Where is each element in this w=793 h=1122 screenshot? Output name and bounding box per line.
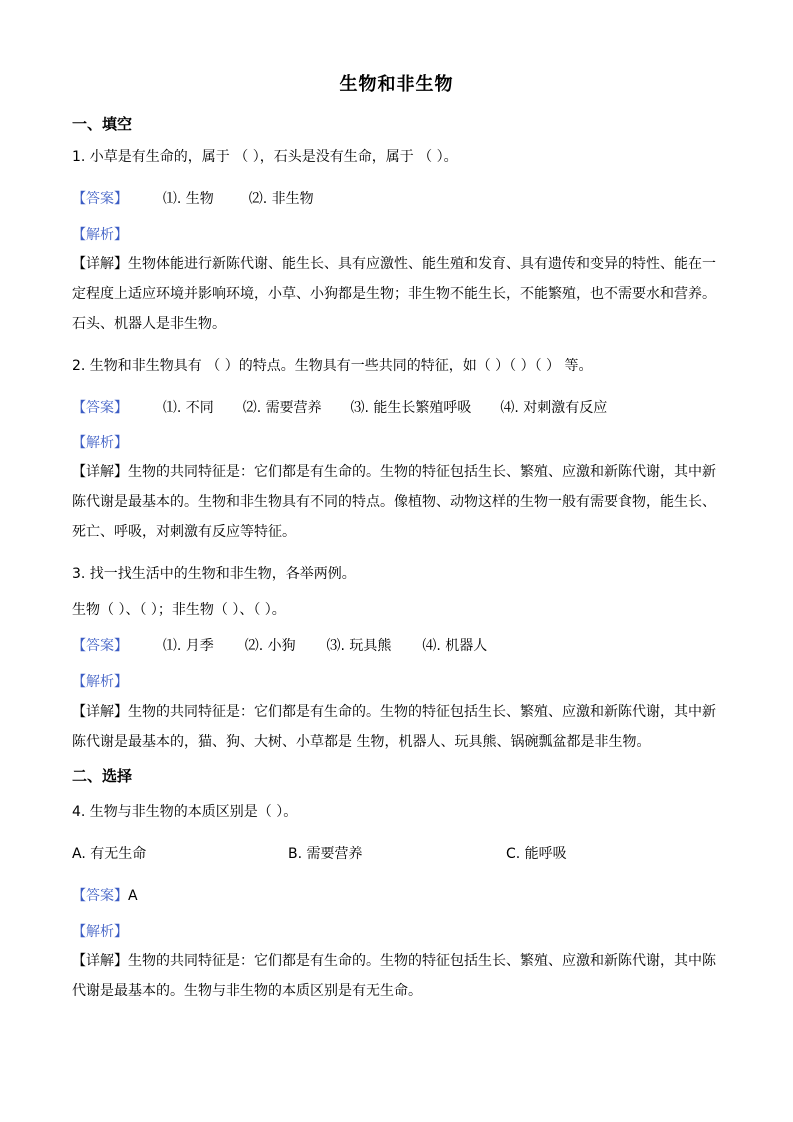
answer-label: 【答案】 xyxy=(72,638,128,654)
detail-label: 【详解】 xyxy=(72,256,128,272)
detail-block-1 xyxy=(72,249,732,339)
detail-line: 陈代谢是最基本的。生物和非生物具有不同的特点。像植物、动物这样的生物一般有需要食物，能生长、 xyxy=(72,494,716,510)
detail-line: 陈代谢是最基本的，猫、狗、大树、小草都是 生物，机器人、玩具熊、锅碗瓢盆都是非生物。 xyxy=(72,734,651,750)
answer-item: ⑴. 不同 xyxy=(162,400,214,416)
page-title: 生物和非生物 xyxy=(339,74,454,95)
answer-item: ⑷. 机器人 xyxy=(422,638,488,654)
detail-line: 代谢是最基本的。生物与非生物的本质区别是有无生命。 xyxy=(72,983,422,999)
question-3: 3. 找一找生活中的生物和非生物，各举两例。 xyxy=(72,566,356,582)
detail-line: 死亡、呼吸，对刺激有反应等特征。 xyxy=(72,524,296,540)
section-heading-fill: 一、填空 xyxy=(72,115,133,133)
detail-label: 【详解】 xyxy=(72,464,128,480)
answer-label: 【答案】 xyxy=(72,191,128,207)
answer-row-1 xyxy=(72,188,314,208)
option-a: A. 有无生命 xyxy=(72,846,147,862)
question-1: 1. 小草是有生命的，属于 （ ），石头是没有生命，属于 （ ）。 xyxy=(72,149,458,165)
answer-item: ⑵. 小狗 xyxy=(244,638,296,654)
detail-line: 生物的共同特征是：它们都是有生命的。生物的特征包括生长、繁殖、应激和新陈代谢，其中新 xyxy=(128,704,716,720)
detail-block-3 xyxy=(72,697,732,757)
analysis-label: 【解析】 xyxy=(72,227,128,243)
answer-label: 【答案】 xyxy=(72,400,128,416)
answer-label: 【答案】 xyxy=(72,888,128,904)
answer-item: ⑶. 玩具熊 xyxy=(326,638,392,654)
detail-block-2 xyxy=(72,457,732,547)
detail-label: 【详解】 xyxy=(72,704,128,720)
answer-item: ⑵. 非生物 xyxy=(248,191,314,207)
answer-row-4 xyxy=(72,885,138,905)
analysis-label: 【解析】 xyxy=(72,674,128,690)
detail-line: 生物体能进行新陈代谢、能生长、具有应激性、能生殖和发育、具有遗传和变异的特性、能在一 xyxy=(128,256,716,272)
answer-item: ⑶. 能生长繁殖呼吸 xyxy=(350,400,472,416)
answer-item: ⑴. 月季 xyxy=(162,638,214,654)
question-3-blanks: 生物（ ）、（ ）；非生物（ ）、（ ）。 xyxy=(72,602,286,618)
section-heading-choice: 二、选择 xyxy=(72,767,133,785)
answer-item: ⑴. 生物 xyxy=(162,191,214,207)
detail-block-4 xyxy=(72,946,732,1006)
answer-item: A xyxy=(128,888,138,904)
answer-row-2 xyxy=(72,397,607,417)
detail-line: 石头、机器人是非生物。 xyxy=(72,316,226,332)
analysis-label: 【解析】 xyxy=(72,924,128,940)
answer-row-3 xyxy=(72,635,487,655)
detail-line: 生物的共同特征是：它们都是有生命的。生物的特征包括生长、繁殖、应激和新陈代谢，其中陈 xyxy=(128,953,716,969)
answer-item: ⑵. 需要营养 xyxy=(242,400,322,416)
detail-line: 定程度上适应环境并影响环境，小草、小狗都是生物；非生物不能生长，不能繁殖，也不需要水和营养。 xyxy=(72,286,716,302)
detail-line: 生物的共同特征是：它们都是有生命的。生物的特征包括生长、繁殖、应激和新陈代谢，其中新 xyxy=(128,464,716,480)
question-4: 4. 生物与非生物的本质区别是（ ）。 xyxy=(72,804,298,820)
option-b: B. 需要营养 xyxy=(288,846,363,862)
analysis-label: 【解析】 xyxy=(72,435,128,451)
option-c: C. 能呼吸 xyxy=(506,846,567,862)
question-2: 2. 生物和非生物具有 （ ）的特点。生物具有一些共同的特征，如（ ）（ ）（ ） 等。 xyxy=(72,358,593,374)
detail-label: 【详解】 xyxy=(72,953,128,969)
answer-item: ⑷. 对刺激有反应 xyxy=(500,400,608,416)
